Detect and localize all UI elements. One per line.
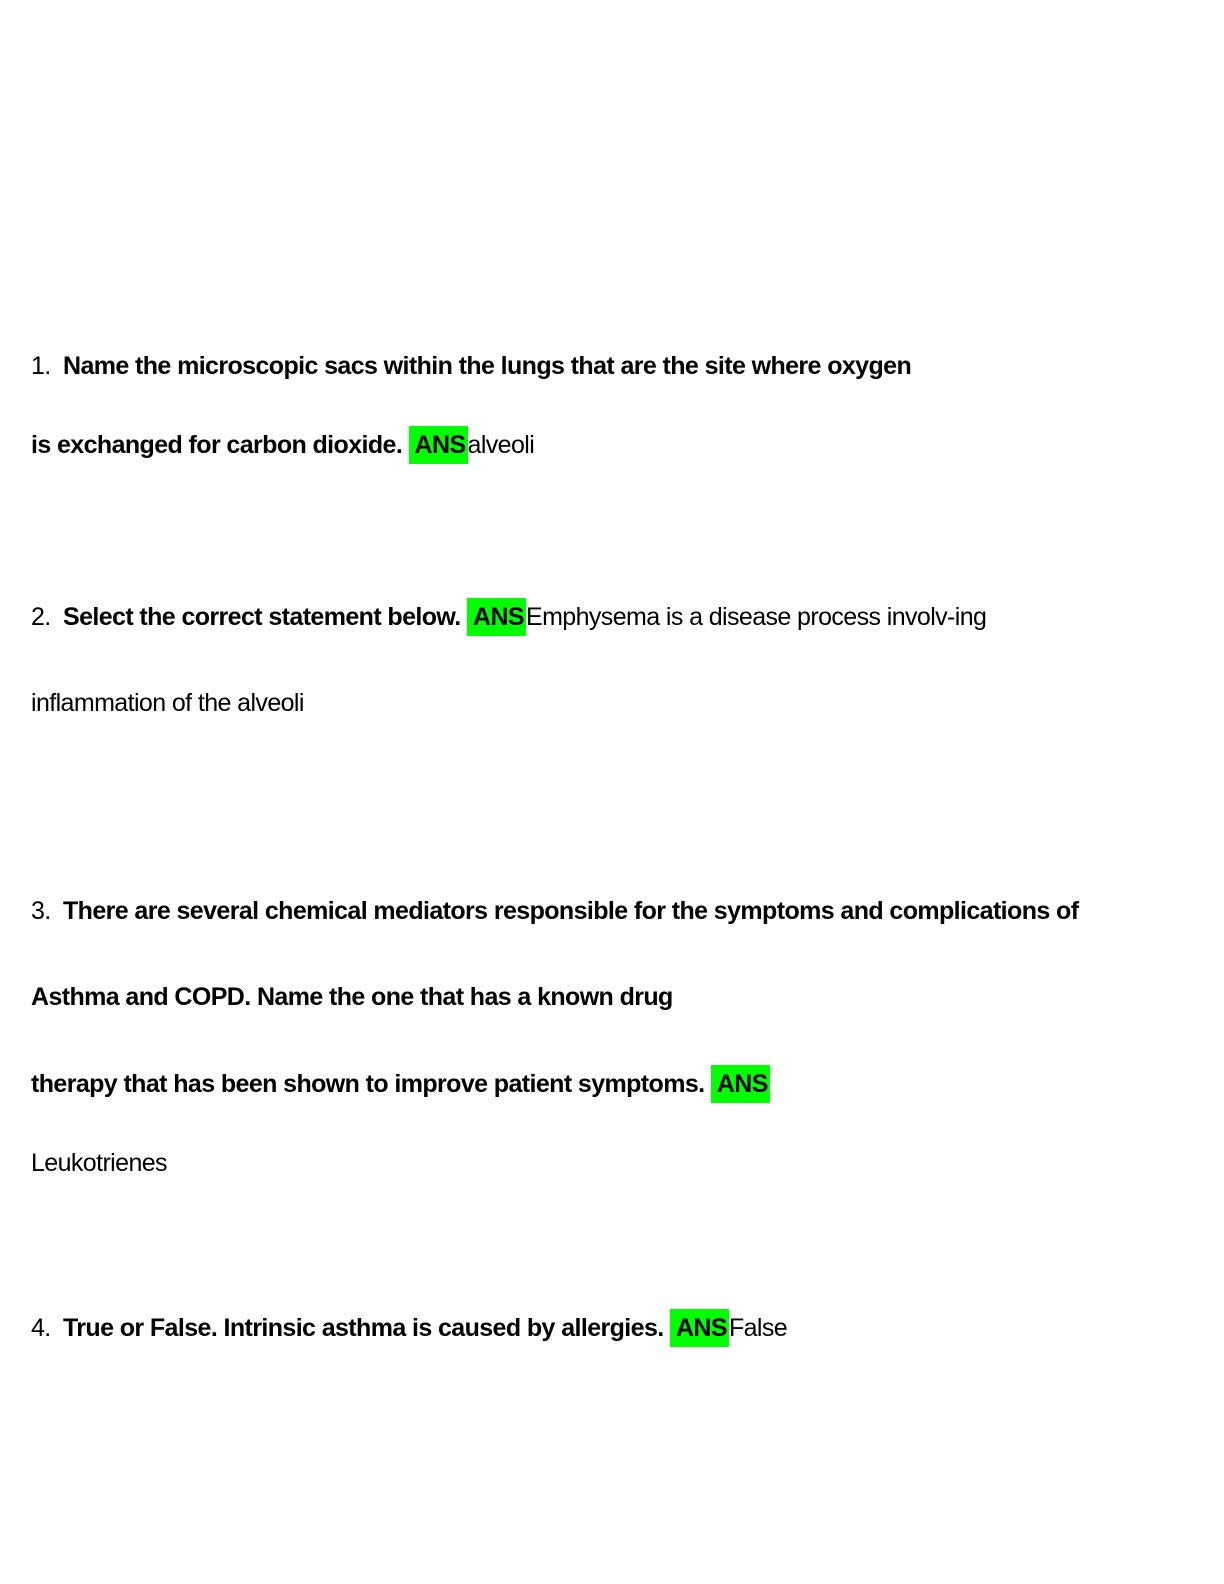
question-2-line-1 bbox=[31, 598, 986, 636]
answer-text: alveoli bbox=[467, 431, 535, 459]
answer-text: Emphysema is a disease process involv-ing bbox=[526, 603, 987, 631]
question-3-line-4 bbox=[31, 1144, 167, 1182]
question-text: Select the correct statement below. bbox=[63, 603, 461, 631]
question-text: Name the microscopic sacs within the lungs that are the site where oxygen bbox=[63, 352, 912, 380]
question-4-line-1 bbox=[31, 1309, 787, 1347]
question-text: Asthma and COPD. Name the one that has a known drug bbox=[31, 983, 673, 1011]
ans-highlight-label: ANS bbox=[711, 1065, 770, 1103]
question-1-line-2 bbox=[31, 426, 534, 464]
ans-highlight-label: ANS bbox=[409, 426, 468, 464]
question-3-line-2 bbox=[31, 978, 673, 1016]
question-number: 3. bbox=[31, 897, 51, 925]
question-2-line-2 bbox=[31, 684, 304, 722]
question-number: 2. bbox=[31, 603, 51, 631]
answer-text: Leukotrienes bbox=[31, 1149, 167, 1177]
question-text: therapy that has been shown to improve patient symptoms. bbox=[31, 1070, 705, 1098]
ans-highlight-label: ANS bbox=[467, 598, 526, 636]
question-3-line-3 bbox=[31, 1065, 770, 1103]
question-number: 1. bbox=[31, 352, 51, 380]
question-3-line-1 bbox=[31, 892, 1078, 930]
question-number: 4. bbox=[31, 1314, 51, 1342]
question-text: is exchanged for carbon dioxide. bbox=[31, 431, 403, 459]
answer-text: False bbox=[728, 1314, 788, 1342]
ans-highlight-label: ANS bbox=[670, 1309, 729, 1347]
question-text: There are several chemical mediators responsible for the symptoms and complications of bbox=[63, 897, 1079, 925]
question-1-line-1 bbox=[31, 347, 911, 385]
question-text: True or False. Intrinsic asthma is caused by allergies. bbox=[63, 1314, 664, 1342]
answer-text: inflammation of the alveoli bbox=[31, 689, 304, 717]
